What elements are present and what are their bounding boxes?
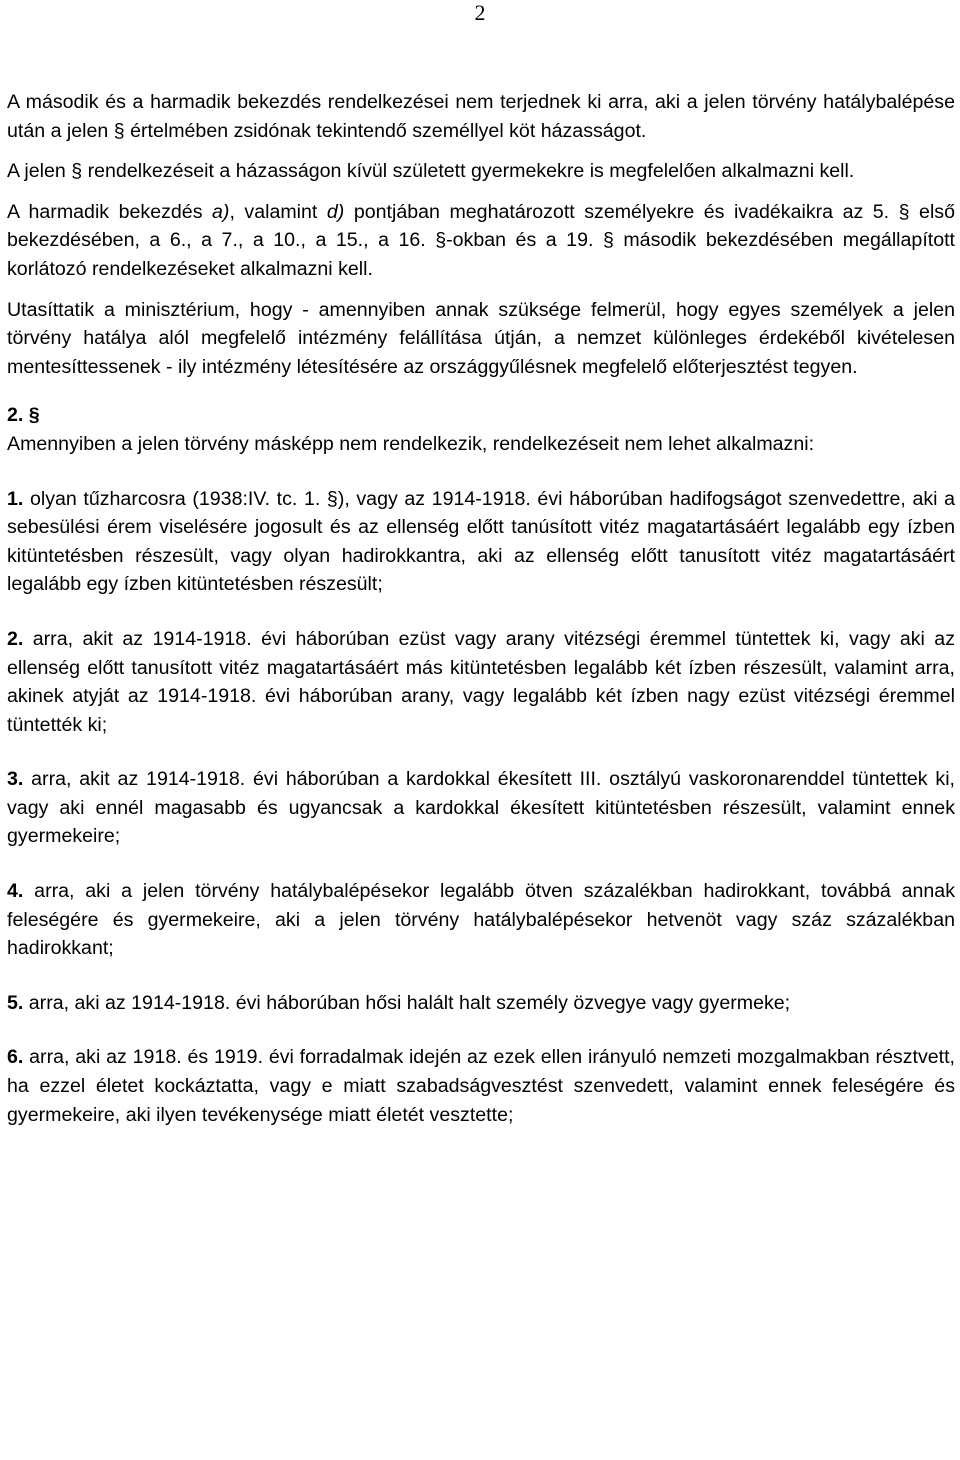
list-item-number: 4. (7, 880, 24, 903)
list-item-text: arra, akit az 1914-1918. évi háborúban ezüst vagy arany vitézségi éremmel tüntettek ki, vagy aki az ellenség előtt tanusított vitéz magatartásáért más kitüntetésben legalább két ízben részesült, valamint arra, akinek atyját az 1914-1918. évi háborúban arany, vagy legalább két ízben nagy ezüst vitézségi éremmel tüntették ki; (7, 627, 955, 736)
list-item-6 (7, 1043, 955, 1129)
list-item-text: arra, aki az 1918. és 1919. évi forradalmak idején az ezek ellen irányuló nemzeti mozgalmakban résztvett, ha ezzel életet kockáztatta, vagy e miatt szabadságvesztést szenvedett, valamint ennek feleségére és gyermekeire, aki ilyen tevékenysége miatt életét vesztette; (7, 1046, 955, 1126)
list-item-3 (7, 765, 955, 851)
section-heading (7, 401, 955, 430)
list-item-4 (7, 877, 955, 963)
list-item-text: arra, aki a jelen törvény hatálybalépésekor legalább ötven százalékban hadirokkant, továbbá annak feleségére és gyermekeire, aki a jelen törvény hatálybalépésekor hetvenöt vagy száz százalékban hadirokkant; (7, 880, 955, 960)
list-item-number: 2. (7, 627, 24, 650)
paragraph-children-born-outside-marriage: A jelen § rendelkezéseit a házasságon kívül született gyermekekre is megfelelően alkalmazni kell. (7, 160, 855, 183)
paragraph-marriage-exception: A második és a harmadik bekezdés rendelkezései nem terjednek ki arra, aki a jelen törvény hatálybalépése után a jelen § értelmében zsidónak tekintendő személlyel köt házasságot. (7, 91, 955, 142)
list-item-2 (7, 625, 955, 739)
p3-point-d: d) (326, 200, 345, 223)
p3-pre: A harmadik bekezdés (7, 200, 213, 223)
list-item-number: 3. (7, 768, 24, 791)
paragraph-ministry-instruction: Utasíttatik a minisztérium, hogy - amennyiben annak szüksége felmerül, hogy egyes személyek a jelen törvény hatálya alól megfelelő intézmény felállítása útján, a nemzet különleges érdekéből kivételesen mentesíttessenek - ily intézmény létesítésére az országgyűlésnek megfelelő előterjesztést tegyen. (7, 298, 955, 378)
list-item-number: 6. (7, 1046, 24, 1069)
section-number: 2. (7, 404, 24, 427)
list-item-text: arra, akit az 1914-1918. évi háborúban a kardokkal ékesített III. osztályú vaskoronarenddel tüntettek ki, vagy aki ennél magasabb és ugyancsak a kardokkal ékesített kitüntetésben részesült, valamint ennek gyermekeire; (7, 768, 955, 848)
list-item-number: 5. (7, 991, 24, 1014)
section-symbol: § (28, 404, 40, 427)
section-intro: Amennyiben a jelen törvény másképp nem rendelkezik, rendelkezéseit nem lehet alkalmazni: (7, 432, 815, 455)
page-number: 2 (474, 0, 486, 25)
list-item-text: olyan tűzharcosra (1938:IV. tc. 1. §), vagy az 1914-1918. évi háborúban hadifogságot szenvedettre, aki a sebesülési érem viselésére jogosult és az ellenség előtt tanúsított vitéz magatartásáért legalább egy ízben kitüntetésben részesült, vagy olyan hadirokkantra, aki az ellenség előtt tanusított vitéz magatartásáért legalább egy ízben kitüntetésben részesült; (7, 487, 955, 596)
p3-mid: , valamint (229, 200, 327, 223)
document-body (7, 88, 955, 1129)
list-item-number: 1. (7, 487, 24, 510)
p3-post: pontjában meghatározott személyekre és ivadékaikra az 5. § első bekezdésében, a 6., a 7., a 10., a 15., a 16. §-okban és a 19. § második bekezdésében megállapított korlátozó rendelkezéseket alkalmazni kell. (7, 200, 956, 280)
paragraph-descendants-restrictions (7, 198, 955, 284)
list-item-5 (7, 989, 955, 1018)
list-item-1 (7, 485, 955, 599)
p3-point-a: a) (212, 200, 230, 223)
list-item-text: arra, aki az 1914-1918. évi háborúban hősi halált halt személy özvegye vagy gyermeke; (23, 991, 791, 1014)
